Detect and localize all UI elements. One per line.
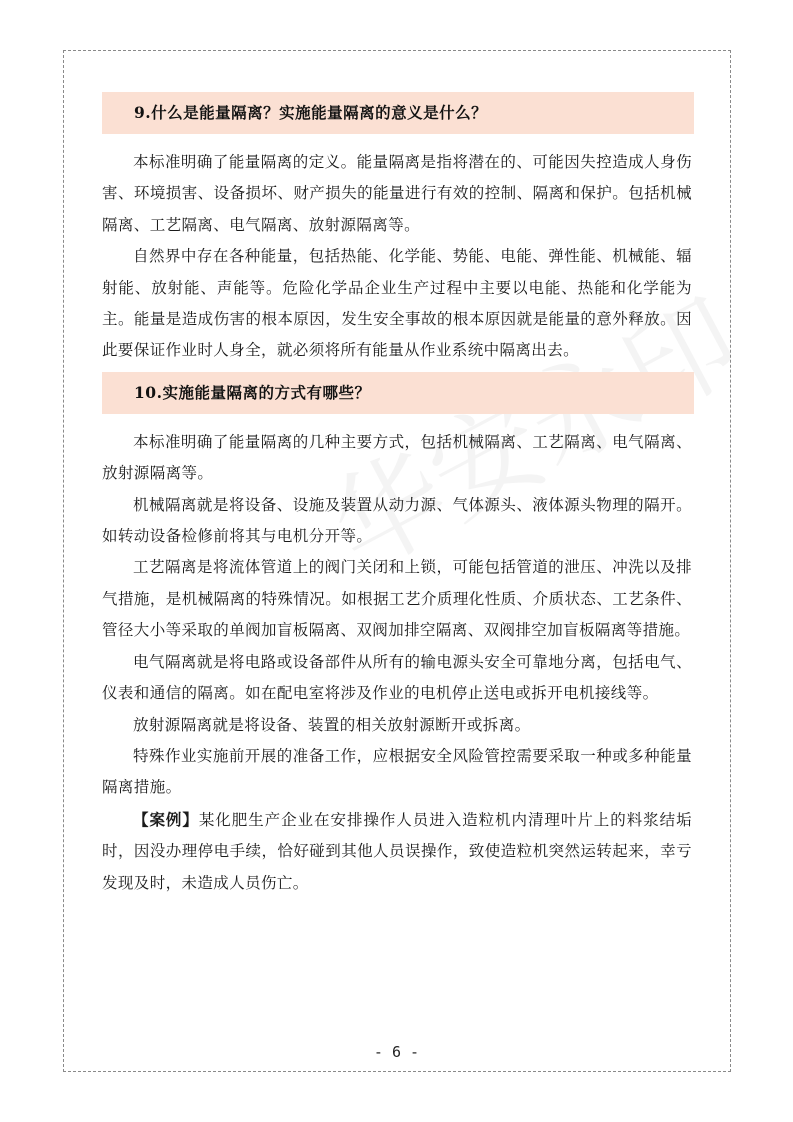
section-10-paragraph: 电气隔离就是将电路或设备部件从所有的输电源头安全可靠地分离，包括电气、仪表和通信的隔离。如在配电室将涉及作业的电机停止送电或拆开电机接线等。 bbox=[102, 652, 692, 703]
section-10-paragraph: 放射源隔离就是将设备、装置的相关放射源断开或拆离。 bbox=[133, 715, 531, 734]
section-9-paragraph: 本标准明确了能量隔离的定义。能量隔离是指将潜在的、可能因失控造成人身伤害、环境损害、设备损坏、财产损失的能量进行有效的控制、隔离和保护。包括机械隔离、工艺隔离、电气隔离、放射源隔离等。 bbox=[102, 153, 692, 234]
section-10-paragraph: 工艺隔离是将流体管道上的阀门关闭和上锁，可能包括管道的泄压、冲洗以及排气措施，是机械隔离的特殊情况。如根据工艺介质理化性质、介质状态、工艺条件、管径大小等采取的单阀加盲板隔离、双阀加排空隔离、双阀排空加盲板隔离等措施。 bbox=[102, 558, 692, 640]
case-text: 某化肥生产企业在安排操作人员进入造粒机内清理叶片上的料浆结垢时，因没办理停电手续，恰好碰到其他人员误操作，致使造粒机突然运转起来，幸亏发现及时，未造成人员伤亡。 bbox=[102, 810, 692, 892]
case-paragraph bbox=[102, 804, 694, 899]
section-10-paragraph: 本标准明确了能量隔离的几种主要方式，包括机械隔离、工艺隔离、电气隔离、放射源隔离等。 bbox=[102, 432, 692, 483]
document-body bbox=[102, 92, 694, 899]
section-9-paragraph: 自然界中存在各种能量，包括热能、化学能、势能、电能、弹性能、机械能、辐射能、放射能、声能等。危险化学品企业生产过程中主要以电能、热能和化学能为主。能量是造成伤害的根本原因，发生安全事故的根本原因就是能量的意外释放。因此要保证作业时人身全，就必须将所有能量从作业系统中隔离出去。 bbox=[102, 247, 692, 360]
section-10-paragraph: 机械隔离就是将设备、设施及装置从动力源、气体源头、液体源头物理的隔开。如转动设备检修前将其与电机分开等。 bbox=[102, 495, 692, 546]
section-9-heading: 9.什么是能量隔离？实施能量隔离的意义是什么？ bbox=[102, 92, 694, 134]
section-10-paragraph: 特殊作业实施前开展的准备工作，应根据安全风险管控需要采取一种或多种能量隔离措施。 bbox=[102, 746, 692, 797]
case-label: 【案例】 bbox=[133, 809, 199, 829]
section-10-heading: 10.实施能量隔离的方式有哪些？ bbox=[102, 372, 694, 414]
page-number: - 6 - bbox=[373, 1043, 420, 1061]
